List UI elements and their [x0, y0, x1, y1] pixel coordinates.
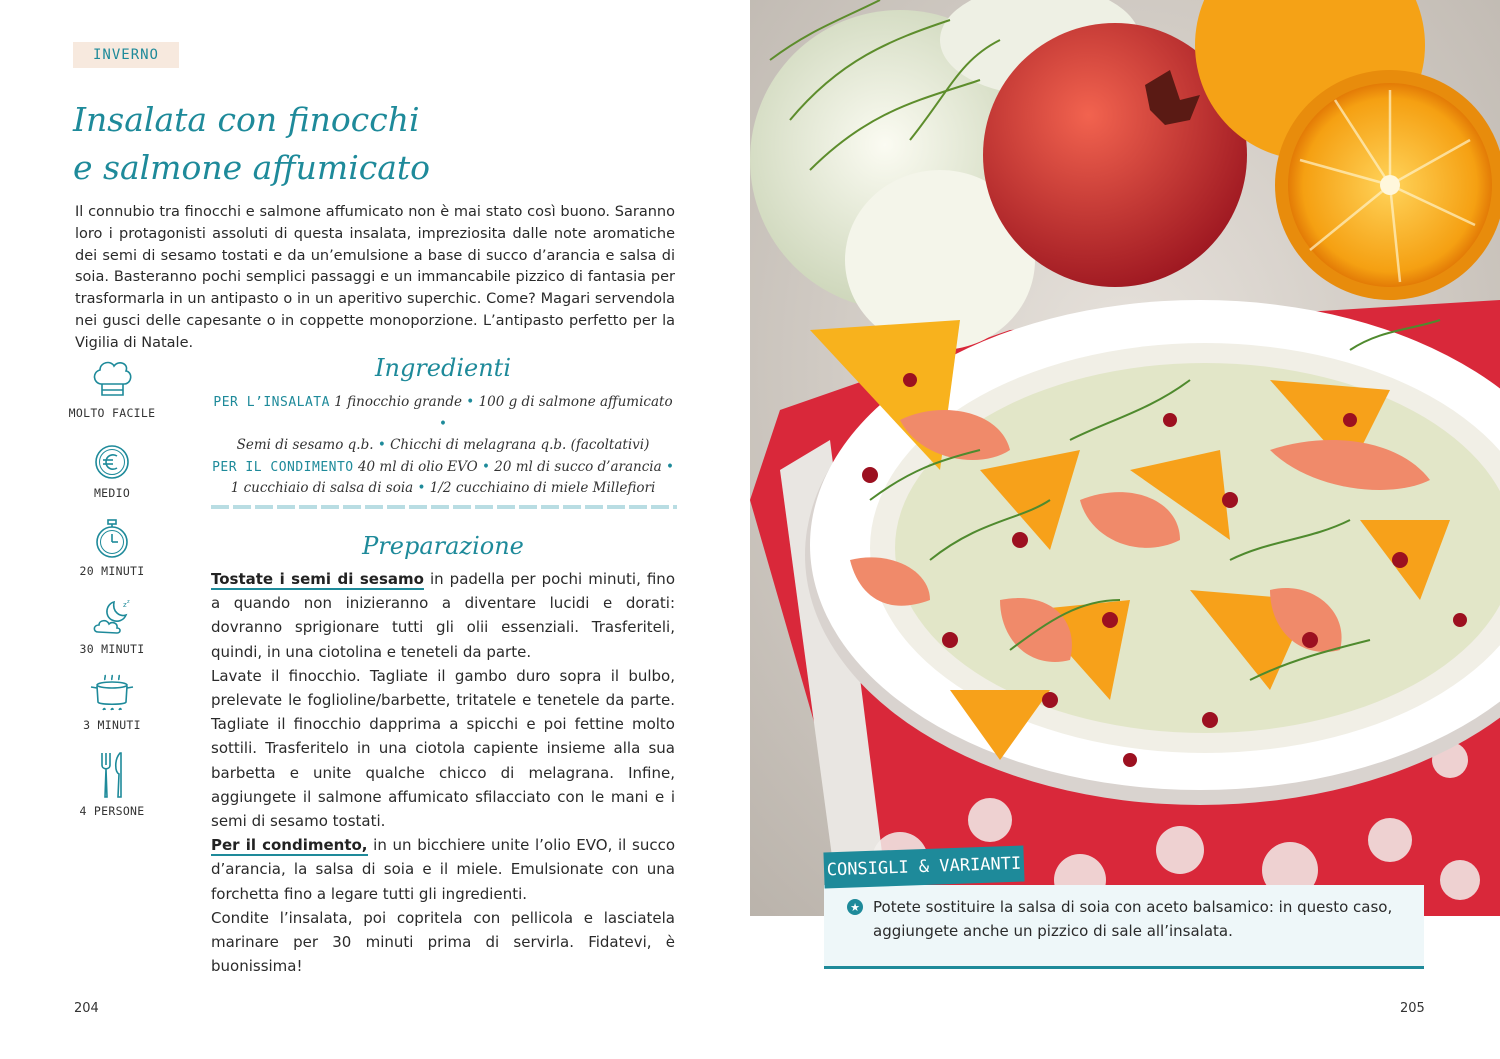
rest-time-info [60, 598, 164, 656]
difficulty-label: MOLTO FACILE [68, 406, 156, 420]
prep-time-label: 20 MINUTI [79, 564, 145, 578]
separator-dot: • [417, 480, 426, 496]
ingredient-item: 1/2 cucchiaino di miele Millefiori [429, 480, 656, 496]
prep-highlight-1: Tostate i semi di sesamo [211, 570, 424, 588]
salad-label: PER L’INSALATA [213, 395, 330, 410]
moon-cloud-icon [90, 598, 134, 638]
preparation-heading: Preparazione [362, 532, 524, 560]
preparation-text [211, 567, 675, 978]
ingredient-item: 20 ml di succo d’arancia [494, 458, 662, 475]
svg-text:z: z [127, 599, 130, 605]
title-line-1: Insalata con finocchi [73, 100, 420, 139]
stopwatch-icon [92, 518, 132, 560]
separator-dot: • [481, 458, 490, 475]
cooking-pot-icon [88, 674, 136, 714]
separator-dot: • [665, 458, 674, 475]
tips-text: Potete sostituire la salsa di soia con aceto balsamico: in questo caso, aggiungete anche un pizzico di sale all’insalata. [873, 898, 1393, 940]
recipe-title [73, 96, 493, 192]
fork-knife-icon [94, 750, 130, 800]
prep-paragraph-3 [211, 833, 675, 906]
euro-coin-icon [92, 442, 132, 482]
difficulty-info [60, 358, 164, 420]
servings-info [60, 750, 164, 818]
ingredients-line-2 [210, 435, 676, 457]
season-tag: INVERNO [73, 42, 179, 68]
cook-time-info [60, 674, 164, 732]
prep-highlight-2: Per il condimento, [211, 836, 368, 855]
cost-info [60, 442, 164, 500]
prep-time-info [60, 518, 164, 578]
chef-hat-icon [89, 358, 135, 402]
svg-text:z: z [123, 601, 127, 609]
ingredient-item: 1 cucchiaio di salsa di soia [230, 480, 414, 496]
salad-illustration [750, 0, 1500, 916]
intro-paragraph: Il connubio tra finocchi e salmone affumicato non è mai stato così buono. Saranno loro i protagonisti assoluti di questa insalata, impreziosita dalle note aromatiche dei semi di sesamo tostati e da un’emulsione a base di succo d’arancia e salsa di soia. Basteranno pochi semplici passaggi e un immancabile pizzico di fantasia per trasformarla in un antipasto o in un aperitivo superchic. Come? Magari servendola nei gusci delle capesante o in coppette monoporzione. L’antipasto perfetto per la Vigilia di Natale. [75, 204, 675, 351]
ingredient-item: 100 g di salmone affumicato [478, 394, 673, 410]
prep-paragraph-4: Condite l’insalata, poi copritela con pellicola e lasciatela marinare per 30 minuti prima di servirla. Fidatevi, è buonissima! [211, 908, 675, 976]
ingredients-line-3 [210, 457, 676, 479]
servings-label: 4 PERSONE [79, 804, 145, 818]
prep-paragraph-2: Lavate il finocchio. Tagliate il gambo duro sopra il bulbo, prelevate le foglioline/barbette, tritatele e tenetele da parte. Tagliate il finocchio dapprima a spicchi e poi fettine molto sottili. Trasferitelo in una ciotola capiente insieme alla sua barbetta e unite qualche chicco di melagrana. Infine, aggiungete il salmone affumicato sfilacciato con le mani e i semi di sesamo tostati. [211, 666, 675, 831]
ingredient-item: 40 ml di olio EVO [357, 458, 478, 475]
separator-dot: • [466, 394, 475, 410]
page-number-left: 204 [74, 1001, 99, 1016]
prep-text-1: in padella per pochi minuti, fino a quando non inizieranno a diventare lucidi e dorati: dovranno sprigionare tutti gli olii essenziali. Trasferiteli, quindi, in una ciotolina e teneteli da parte. [211, 570, 675, 661]
prep-text-3: in un bicchiere unite l’olio EVO, il succo d’arancia, la salsa di soia e il miele. Emulsionate con una forchetta fino a legare tutti gli ingredienti. [211, 836, 676, 903]
cost-label: MEDIO [93, 486, 131, 500]
title-line-2: e salmone affumicato [73, 148, 431, 187]
cook-time-label: 3 MINUTI [83, 718, 141, 732]
ingredient-item: 1 finocchio grande [334, 394, 462, 410]
separator-dot: • [439, 415, 447, 432]
tips-underline [824, 966, 1424, 969]
dressing-label: PER IL CONDIMENTO [212, 459, 354, 475]
ingredients-list [210, 392, 676, 500]
separator-dot: • [377, 437, 386, 453]
section-divider [211, 505, 677, 509]
ingredient-item: Chicchi di melagrana q.b. (facoltativi) [390, 437, 650, 453]
ingredient-item: Semi di sesamo q.b. [236, 437, 374, 453]
star-bullet-icon: ★ [847, 899, 863, 915]
page-number-right: 205 [1400, 1001, 1425, 1016]
ingredients-heading: Ingredienti [375, 354, 511, 382]
ingredients-line-4 [210, 478, 676, 500]
ingredients-line-1 [210, 392, 676, 435]
tips-title: CONSIGLI & VARIANTI [823, 846, 1024, 889]
salad-photo [750, 0, 1500, 916]
rest-time-label: 30 MINUTI [79, 642, 145, 656]
prep-paragraph-1 [211, 567, 675, 664]
